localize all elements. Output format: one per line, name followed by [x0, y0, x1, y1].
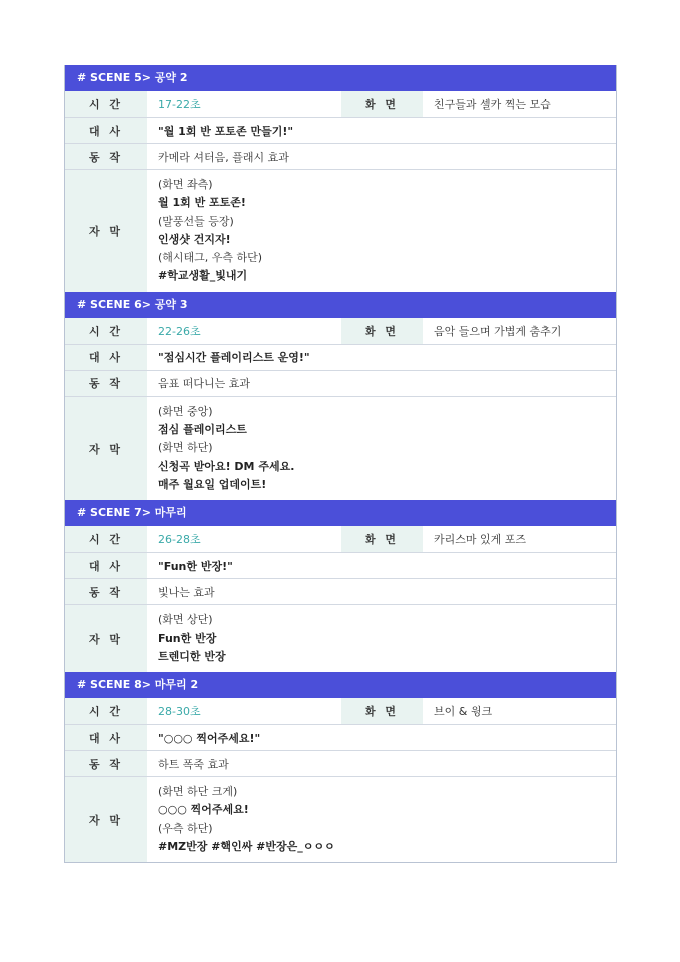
scene-header: # SCENE 8> 마무리 2 — [65, 672, 616, 698]
time-row — [65, 698, 616, 724]
subtitle-label: 자 막 — [65, 397, 147, 500]
subtitle-line: 트렌디한 반장 — [158, 649, 226, 663]
action-label: 동 작 — [65, 579, 147, 604]
time-value: 28-30초 — [158, 705, 201, 719]
subtitle-line: (화면 하단 크게) — [158, 785, 238, 799]
subtitle-line: (화면 좌측) — [158, 178, 213, 191]
time-label: 시 간 — [65, 318, 147, 344]
line-row — [65, 117, 616, 143]
subtitle-line: Fun한 반장 — [158, 631, 217, 645]
line-label: 대 사 — [65, 345, 147, 370]
subtitle-row — [65, 396, 616, 500]
subtitle-line: 인생샷 건지자! — [158, 232, 231, 246]
subtitle-line: (화면 하단) — [158, 441, 213, 455]
storyboard-table — [64, 65, 617, 863]
scene-block — [65, 65, 616, 292]
subtitle-line: ○○○ 찍어주세요! — [158, 803, 249, 817]
line-value: "Fun한 반장!" — [158, 559, 233, 573]
screen-value: 카리스마 있게 포즈 — [434, 533, 527, 547]
subtitle-line: (해시태그, 우측 하단) — [158, 251, 263, 265]
subtitle-row — [65, 776, 616, 862]
action-value: 하트 폭죽 효과 — [158, 757, 229, 771]
action-row — [65, 143, 616, 169]
action-row — [65, 370, 616, 396]
line-label: 대 사 — [65, 553, 147, 578]
screen-label: 화 면 — [341, 318, 423, 344]
line-value: "월 1회 반 포토존 만들기!" — [158, 124, 294, 138]
subtitle-line: 매주 월요일 업데이트! — [158, 477, 267, 491]
subtitle-row — [65, 604, 616, 672]
line-row — [65, 552, 616, 578]
action-row — [65, 578, 616, 604]
screen-value: 음악 들으며 가볍게 춤추기 — [434, 324, 562, 338]
subtitle-lines — [147, 170, 616, 292]
action-value: 빛나는 효과 — [158, 585, 215, 599]
subtitle-line: #학교생활_빛내기 — [158, 269, 248, 283]
subtitle-line: (화면 중앙) — [158, 404, 213, 418]
time-label: 시 간 — [65, 698, 147, 724]
line-value: "점심시간 플레이리스트 운영!" — [158, 351, 310, 365]
subtitle-line: 신청곡 받아요! DM 주세요. — [158, 459, 295, 473]
time-label: 시 간 — [65, 91, 147, 117]
scene-header: # SCENE 5> 공약 2 — [65, 65, 616, 91]
time-row — [65, 91, 616, 117]
screen-label: 화 면 — [341, 526, 423, 552]
time-value: 26-28초 — [158, 533, 201, 547]
subtitle-label: 자 막 — [65, 170, 147, 292]
action-label: 동 작 — [65, 751, 147, 776]
screen-value: 친구들과 셀카 찍는 모습 — [434, 98, 551, 111]
action-value: 음표 떠다니는 효과 — [158, 377, 251, 391]
screen-label: 화 면 — [341, 698, 423, 724]
line-label: 대 사 — [65, 725, 147, 750]
action-value: 카메라 셔터음, 플래시 효과 — [158, 150, 289, 164]
scene-block — [65, 292, 616, 500]
subtitle-line: 월 1회 반 포토존! — [158, 196, 246, 210]
subtitle-line: 점심 플레이리스트 — [158, 423, 247, 437]
line-row — [65, 344, 616, 370]
line-row — [65, 724, 616, 750]
line-label: 대 사 — [65, 118, 147, 143]
time-label: 시 간 — [65, 526, 147, 552]
subtitle-label: 자 막 — [65, 777, 147, 862]
action-label: 동 작 — [65, 144, 147, 169]
time-row — [65, 526, 616, 552]
subtitle-row — [65, 169, 616, 292]
action-row — [65, 750, 616, 776]
action-label: 동 작 — [65, 371, 147, 396]
subtitle-line: #MZ반장 #핵인싸 #반장은_ㅇㅇㅇ — [158, 840, 335, 854]
screen-value: 브이 & 윙크 — [434, 705, 493, 719]
time-row — [65, 318, 616, 344]
subtitle-line: (화면 상단) — [158, 613, 213, 627]
subtitle-line: (말풍선들 등장) — [158, 214, 234, 228]
subtitle-line: (우측 하단) — [158, 821, 213, 835]
subtitle-lines — [147, 777, 616, 862]
subtitle-lines — [147, 605, 616, 672]
time-value: 22-26초 — [158, 324, 201, 338]
screen-label: 화 면 — [341, 91, 423, 117]
subtitle-lines — [147, 397, 616, 500]
scene-header: # SCENE 6> 공약 3 — [65, 292, 616, 318]
subtitle-label: 자 막 — [65, 605, 147, 672]
scene-block — [65, 672, 616, 862]
scene-block — [65, 500, 616, 672]
scene-header: # SCENE 7> 마무리 — [65, 500, 616, 526]
time-value: 17-22초 — [158, 98, 201, 111]
line-value: "○○○ 찍어주세요!" — [158, 731, 261, 745]
